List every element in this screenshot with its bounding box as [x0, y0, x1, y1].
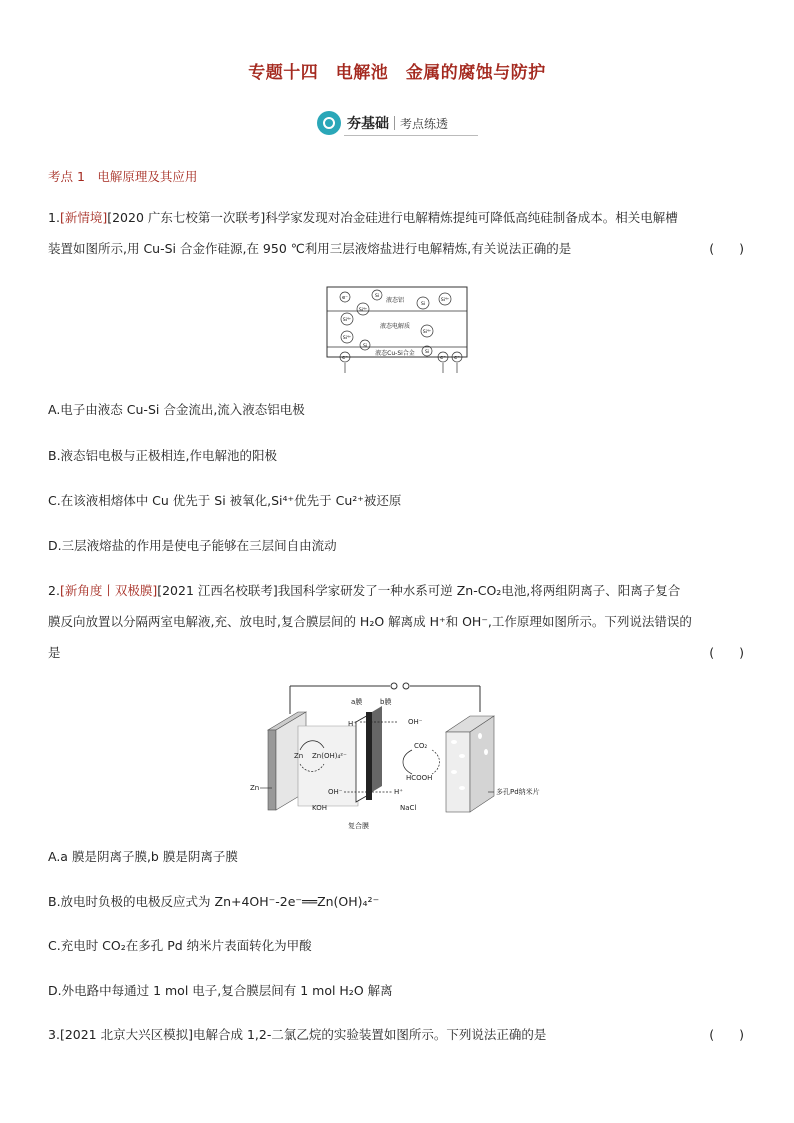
q1-option-c: C.在该液相熔体中 Cu 优先于 Si 被氧化,Si⁴⁺优先于 Cu²⁺被还原	[48, 493, 402, 508]
q1-electrolysis-figure	[325, 285, 469, 377]
q2-fig-oh-bottom: OH⁻	[328, 788, 343, 796]
q1-fig-bottom-label: 液态Cu-Si合金	[375, 350, 415, 357]
q2-fig-zn-electrode: Zn	[250, 784, 260, 792]
q2-fig-h-top: H⁺	[348, 720, 357, 728]
q1-fig-si4-c: Si⁴⁺	[342, 336, 352, 341]
q1-fig-electron-2: e⁻	[342, 355, 348, 361]
q2-fig-h-bottom: H⁺	[394, 788, 403, 796]
section-heading: 考点 1 电解原理及其应用	[48, 169, 198, 184]
q1-option-a: A.电子由液态 Cu-Si 合金流出,流入液态铝电极	[48, 402, 305, 417]
section-badge	[317, 110, 477, 136]
q2-number: 2.	[48, 583, 60, 598]
q2-line1	[48, 575, 748, 606]
q2-stem-1: 我国科学家研发了一种水系可逆 Zn-CO₂电池,将两组阴离子、阳离子复合	[277, 583, 681, 598]
q2-fig-oh-top: OH⁻	[408, 718, 423, 726]
q1-fig-si4-a: Si⁴⁺	[358, 308, 368, 313]
q1-fig-si-top: Si	[374, 294, 380, 299]
q2-fig-nacl: NaCl	[400, 804, 417, 812]
q3-stem-1: 电解合成 1,2-二氯乙烷的实验装置如图所示。下列说法正确的是	[192, 1027, 547, 1042]
q2-fig-hcooh: HCOOH	[406, 774, 433, 782]
q1-answer-paren: ( )	[709, 241, 744, 256]
badge-main-label: 夯基础	[347, 116, 389, 132]
q1-option-d: D.三层液熔盐的作用是使电子能够在三层间自由流动	[48, 538, 337, 553]
q1-fig-electron-1: e⁻	[342, 295, 348, 301]
q1-stem-1: 科学家发现对冶金硅进行电解精炼提纯可降低高纯硅制备成本。相关电解槽	[265, 210, 678, 225]
q1-line2	[48, 233, 748, 264]
q1-fig-si-right: Si	[420, 302, 426, 307]
q1-number: 1.	[48, 210, 60, 225]
badge-separator	[394, 116, 395, 130]
q1-fig-si4-d: Si⁴⁺	[440, 298, 450, 303]
q1-fig-electron-4: e⁻	[454, 355, 460, 361]
q1-fig-si4-e: Si⁴⁺	[422, 330, 432, 335]
q1-source: [2020 广东七校第一次联考]	[107, 210, 266, 225]
q2-fig-koh: KOH	[312, 804, 327, 812]
q2-line2: 膜反向放置以分隔两室电解液,充、放电时,复合膜层间的 H₂O 解离成 H⁺和 OH⁻,工作原理如图所示。下列说法错误的	[48, 614, 692, 629]
badge-logo-icon	[317, 111, 341, 135]
q2-fig-b-membrane: b膜	[380, 698, 392, 706]
q3-line1	[48, 1019, 748, 1050]
q1-fig-top-label: 液态铝	[385, 297, 405, 304]
q1-fig-electron-3: e⁻	[440, 355, 446, 361]
q2-fig-pd-label: 多孔Pd纳米片	[496, 788, 540, 796]
q2-fig-co2: CO₂	[414, 742, 428, 750]
q1-tag: [新情境]	[59, 210, 108, 225]
q2-fig-composite: 复合膜	[348, 822, 369, 830]
q1-stem-2: 装置如图所示,用 Cu-Si 合金作硅源,在 950 ℃利用三层液熔盐进行电解精炼,有关说法正确的是	[48, 241, 572, 256]
q2-battery-figure	[248, 676, 548, 834]
q1-fig-mid-label: 液态电解质	[379, 323, 411, 330]
q2-fig-a-membrane: a膜	[351, 698, 363, 706]
q2-option-c: C.充电时 CO₂在多孔 Pd 纳米片表面转化为甲酸	[48, 938, 312, 953]
q3-source: [2021 北京大兴区模拟]	[59, 1027, 193, 1042]
badge-underline	[344, 135, 478, 136]
q3-answer-paren: ( )	[709, 1027, 744, 1042]
q1-line1	[48, 202, 748, 233]
q2-option-b: B.放电时负极的电极反应式为 Zn+4OH⁻-2e⁻══Zn(OH)₄²⁻	[48, 894, 380, 909]
q2-fig-zn-oh4: Zn(OH)₄²⁻	[312, 752, 347, 760]
q1-option-b: B.液态铝电极与正极相连,作电解池的阳极	[48, 448, 278, 463]
q1-fig-si-bottom: Si	[362, 344, 368, 349]
q2-tag: [新角度丨双极膜]	[59, 583, 158, 598]
q2-source: [2021 江西名校联考]	[157, 583, 278, 598]
q2-line3: 是	[48, 645, 61, 660]
q2-option-d: D.外电路中每通过 1 mol 电子,复合膜层间有 1 mol H₂O 解离	[48, 983, 393, 998]
q1-fig-si-low: Si	[424, 350, 430, 355]
q2-answer-paren: ( )	[709, 645, 744, 660]
q1-fig-si4-b: Si⁴⁺	[342, 318, 352, 323]
badge-sub-label: 考点练透	[400, 116, 449, 131]
q3-number: 3.	[48, 1027, 60, 1042]
q2-fig-zn: Zn	[294, 752, 304, 760]
page-title: 专题十四 电解池 金属的腐蚀与防护	[248, 63, 546, 83]
q2-option-a: A.a 膜是阴离子膜,b 膜是阴离子膜	[48, 849, 238, 864]
